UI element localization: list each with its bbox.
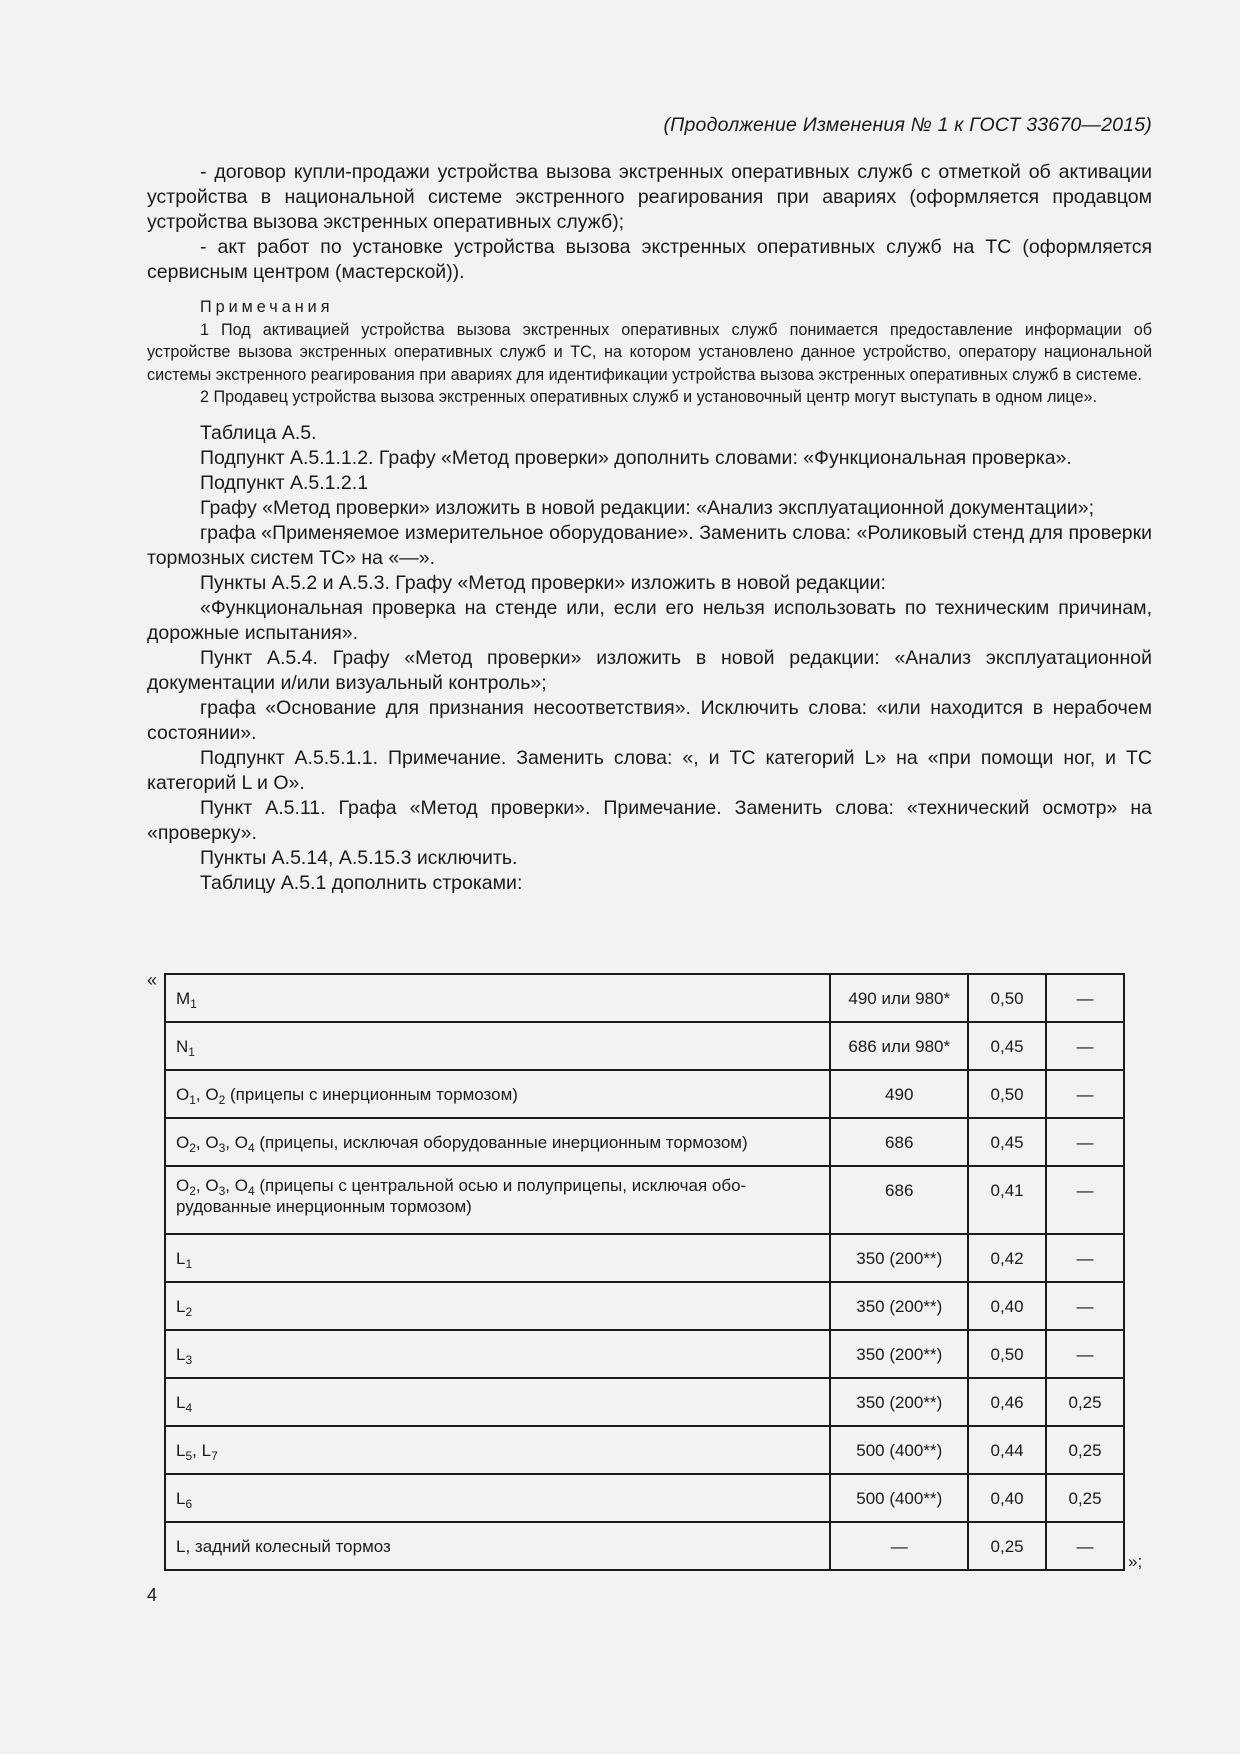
force-cell: 350 (200**)	[830, 1234, 968, 1282]
coefficient-cell: 0,25	[968, 1522, 1046, 1570]
category-subscript: 2	[189, 1184, 196, 1198]
category-subscript: 3	[218, 1184, 226, 1198]
coefficient-cell: 0,45	[968, 1118, 1046, 1166]
coefficient-cell: 0,50	[968, 1330, 1046, 1378]
intro-paragraph-1: - договор купли-продажи устройства вызова экстренных оперативных служб с отметкой об активации устройства в национальной системе экстренного реагирования при авариях (оформляется продавцом устройства вызова экстренных оперативных служб);	[147, 161, 1152, 233]
table-row	[165, 1166, 1124, 1234]
force-cell: 490	[830, 1070, 968, 1118]
coefficient-cell: 0,45	[968, 1022, 1046, 1070]
category-text: O	[176, 1085, 190, 1104]
change-item: Пункт А.5.11. Графа «Метод проверки». Примечание. Заменить слова: «технический осмотр» на «проверку».	[147, 796, 1152, 844]
note-2: 2 Продавец устройства вызова экстренных оперативных служб и установочный центр могут выступать в одном лице».	[200, 388, 1098, 406]
category-subscript: 1	[188, 1045, 195, 1059]
vehicle-category-cell	[165, 1522, 830, 1570]
table-row	[165, 1234, 1124, 1282]
change-item: графа «Применяемое измерительное оборудование». Заменить слова: «Роликовый стенд для проверки тормозных систем ТС» на «—».	[147, 521, 1152, 569]
coefficient-cell: 0,40	[968, 1474, 1046, 1522]
vehicle-category-cell	[165, 974, 830, 1022]
coefficient-2-cell: —	[1046, 1234, 1124, 1282]
coefficient-2-cell: —	[1046, 1070, 1124, 1118]
table-row	[165, 1426, 1124, 1474]
category-subscript: 5	[185, 1449, 193, 1463]
category-subscript: 6	[185, 1497, 193, 1511]
category-text: , O	[195, 1133, 219, 1152]
category-text: L	[176, 1489, 186, 1508]
document-body	[147, 160, 1152, 896]
force-cell: 500 (400**)	[830, 1474, 968, 1522]
change-item: графа «Основание для признания несоответствия». Исключить слова: «или находится в нерабочем состоянии».	[147, 696, 1152, 744]
change-item: Таблицу А.5.1 дополнить строками:	[200, 871, 523, 894]
table-close-quote: »;	[1128, 1552, 1143, 1571]
coefficient-2-cell: —	[1046, 1330, 1124, 1378]
vehicle-category-cell	[165, 1166, 830, 1234]
force-cell: 350 (200**)	[830, 1282, 968, 1330]
category-text: , O	[195, 1085, 219, 1104]
force-cell: 686	[830, 1166, 968, 1234]
coefficient-cell: 0,50	[968, 1070, 1046, 1118]
category-text: L	[176, 1393, 186, 1412]
table-row	[165, 1378, 1124, 1426]
category-subscript: 4	[185, 1401, 193, 1415]
change-item: Подпункт А.5.5.1.1. Примечание. Заменить слова: «, и ТС категорий L» на «при помощи ног, и ТС категорий L и O».	[147, 746, 1152, 794]
category-subscript: 7	[211, 1449, 218, 1463]
category-subscript: 1	[185, 1257, 193, 1271]
changes-block	[147, 421, 1152, 896]
category-subscript: 2	[218, 1093, 226, 1107]
vehicle-category-cell	[165, 1426, 830, 1474]
category-text: L	[176, 1345, 186, 1364]
category-subscript: 3	[185, 1353, 193, 1367]
coefficient-cell: 0,46	[968, 1378, 1046, 1426]
coefficient-2-cell: —	[1046, 974, 1124, 1022]
force-cell: 350 (200**)	[830, 1378, 968, 1426]
category-text: (прицепы с центральной осью и полуприцепы, исключая обо-	[254, 1176, 747, 1195]
coefficient-2-cell: —	[1046, 1166, 1124, 1234]
force-cell: 350 (200**)	[830, 1330, 968, 1378]
category-text: (прицепы с инерционным тормозом)	[225, 1085, 518, 1104]
category-text: O	[176, 1176, 190, 1195]
note-1: 1 Под активацией устройства вызова экстренных оперативных служб понимается предоставление информации об устройстве вызова экстренных оперативных служб и ТС, на котором установлено данное устройство, оператору национальной системы экстренного реагирования при авариях для идентификации устройства вызова экстренных оперативных служб в системе.	[147, 320, 1152, 384]
coefficient-2-cell: 0,25	[1046, 1426, 1124, 1474]
vehicle-category-cell	[165, 1474, 830, 1522]
notes-title: Примечания	[200, 298, 334, 316]
category-subscript: 1	[190, 997, 197, 1011]
force-cell: 500 (400**)	[830, 1426, 968, 1474]
vehicle-category-cell	[165, 1378, 830, 1426]
table-row	[165, 1522, 1124, 1570]
force-cell: —	[830, 1522, 968, 1570]
category-subscript: 1	[189, 1093, 196, 1107]
category-subscript: 3	[218, 1141, 226, 1155]
category-text: N	[176, 1037, 189, 1056]
table-row	[165, 1070, 1124, 1118]
vehicle-category-cell	[165, 1118, 830, 1166]
table-row	[165, 1282, 1124, 1330]
category-text: рудованные инерционным тормозом)	[176, 1197, 472, 1216]
change-item: «Функциональная проверка на стенде или, если его нельзя использовать по техническим причинам, дорожные испытания».	[147, 596, 1152, 644]
category-subscript: 2	[189, 1141, 196, 1155]
category-text: , O	[225, 1133, 248, 1152]
vehicle-category-cell	[165, 1330, 830, 1378]
category-subscript: 4	[247, 1141, 255, 1155]
table-open-quote: «	[147, 970, 158, 990]
category-text: M	[176, 989, 191, 1008]
coefficient-2-cell: —	[1046, 1022, 1124, 1070]
table-row	[165, 1022, 1124, 1070]
category-text: , O	[195, 1176, 219, 1195]
brake-table	[164, 973, 1125, 1571]
vehicle-category-cell	[165, 1234, 830, 1282]
force-cell: 686	[830, 1118, 968, 1166]
category-text: , L	[192, 1441, 212, 1460]
coefficient-2-cell: 0,25	[1046, 1378, 1124, 1426]
change-item: Таблица А.5.	[200, 421, 317, 444]
category-text: (прицепы, исключая оборудованные инерционным тормозом)	[254, 1133, 748, 1152]
coefficient-2-cell: 0,25	[1046, 1474, 1124, 1522]
vehicle-category-cell	[165, 1022, 830, 1070]
category-subscript: 4	[247, 1184, 255, 1198]
coefficient-cell: 0,42	[968, 1234, 1046, 1282]
category-text: L	[176, 1249, 186, 1268]
table-row	[165, 1330, 1124, 1378]
page-number: 4	[147, 1585, 158, 1605]
force-cell: 686 или 980*	[830, 1022, 968, 1070]
intro-paragraph-2: - акт работ по установке устройства вызова экстренных оперативных служб на ТС (оформляется сервисным центром (мастерской)).	[147, 236, 1152, 283]
coefficient-cell: 0,44	[968, 1426, 1046, 1474]
change-item: Графу «Метод проверки» изложить в новой редакции: «Анализ эксплуатационной документации»;	[200, 496, 1095, 519]
category-text: L	[176, 1441, 186, 1460]
coefficient-2-cell: —	[1046, 1282, 1124, 1330]
category-text: L	[176, 1297, 186, 1316]
change-item: Пункты А.5.2 и А.5.3. Графу «Метод проверки» изложить в новой редакции:	[200, 571, 886, 594]
notes-block	[147, 296, 1152, 409]
table-row	[165, 1474, 1124, 1522]
coefficient-2-cell: —	[1046, 1118, 1124, 1166]
coefficient-cell: 0,40	[968, 1282, 1046, 1330]
category-text: O	[176, 1133, 190, 1152]
change-item: Подпункт А.5.1.2.1	[200, 471, 369, 494]
coefficient-cell: 0,50	[968, 974, 1046, 1022]
change-item: Пункты А.5.14, А.5.15.3 исключить.	[200, 846, 518, 869]
change-item: Подпункт А.5.1.1.2. Графу «Метод проверки» дополнить словами: «Функциональная проверка».	[200, 446, 1072, 469]
change-item: Пункт А.5.4. Графу «Метод проверки» изложить в новой редакции: «Анализ эксплуатационной документации и/или визуальный контроль»;	[147, 646, 1152, 694]
force-cell: 490 или 980*	[830, 974, 968, 1022]
running-header: (Продолжение Изменения № 1 к ГОСТ 33670—2015)	[663, 114, 1152, 136]
table-row	[165, 974, 1124, 1022]
category-subscript: 2	[185, 1305, 193, 1319]
category-text: , O	[225, 1176, 248, 1195]
vehicle-category-cell	[165, 1282, 830, 1330]
vehicle-category-cell	[165, 1070, 830, 1118]
coefficient-2-cell: —	[1046, 1522, 1124, 1570]
coefficient-cell: 0,41	[968, 1166, 1046, 1234]
category-text: L, задний колесный тормоз	[176, 1537, 391, 1556]
table-row	[165, 1118, 1124, 1166]
